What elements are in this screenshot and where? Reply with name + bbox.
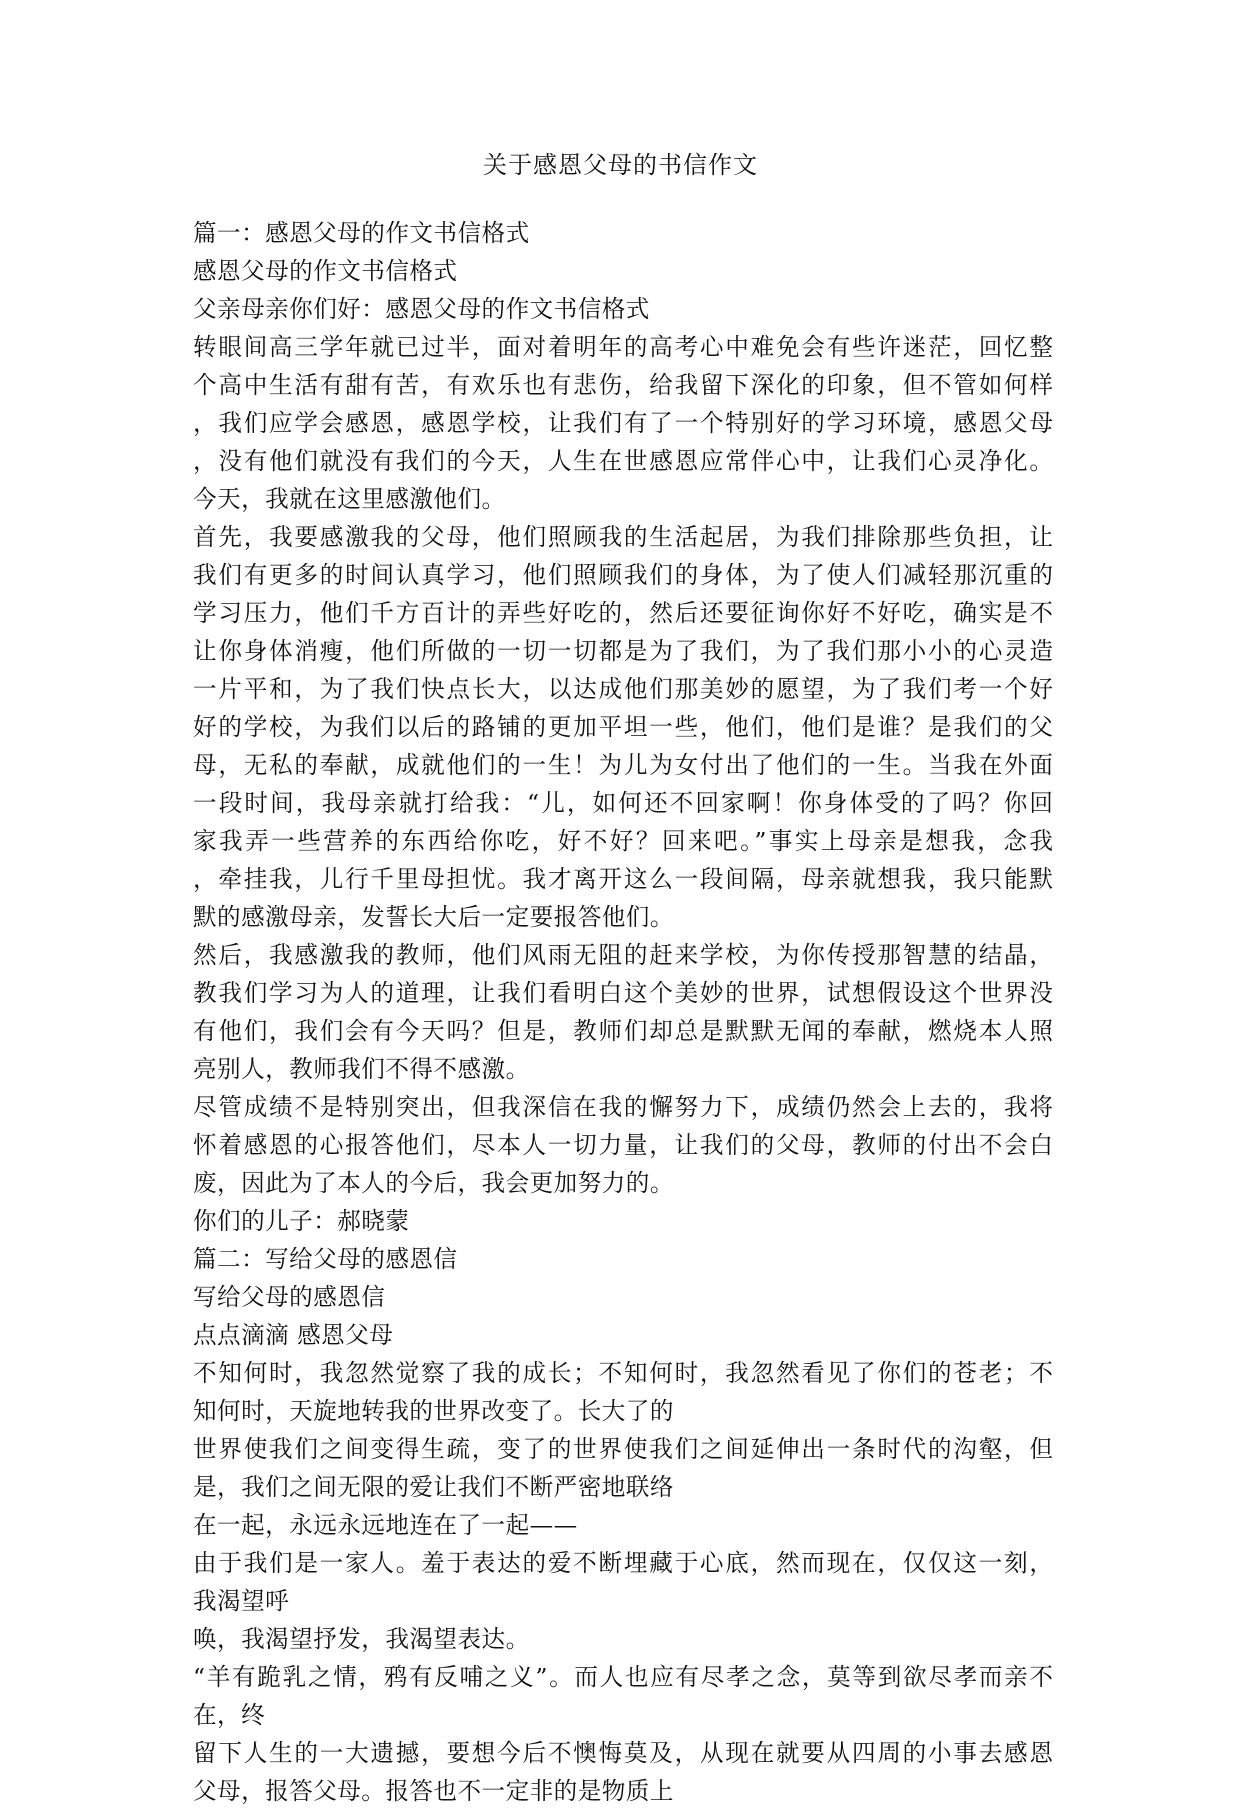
- paragraph: [193, 1506, 1053, 1544]
- paragraph-line: 点点滴滴 感恩父母: [193, 1321, 394, 1349]
- paragraph-line: 知何时，天旋地转我的世界改变了。长大了的: [193, 1397, 674, 1425]
- paragraph: [193, 1620, 1053, 1658]
- paragraph-line: 尽管成绩不是特别突出，但我深信在我的懈努力下，成绩仍然会上去的，我将: [193, 1093, 1053, 1121]
- paragraph: [193, 1544, 1053, 1620]
- paragraph-line: 好的学校，为我们以后的路铺的更加平坦一些，他们，他们是谁？是我们的父: [193, 713, 1053, 741]
- paragraph-line: 是，我们之间无限的爱让我们不断严密地联络: [193, 1473, 674, 1501]
- paragraph: [193, 1658, 1053, 1734]
- paragraph-line: 一片平和，为了我们快点长大，以达成他们那美妙的愿望，为了我们考一个好: [193, 675, 1053, 703]
- paragraph-line: 父亲母亲你们好：感恩父母的作文书信格式: [193, 295, 650, 323]
- paragraph-line: 篇二：写给父母的感恩信: [193, 1245, 458, 1273]
- paragraph-line: 世界使我们之间变得生疏，变了的世界使我们之间延伸出一条时代的沟壑，但: [193, 1435, 1053, 1463]
- paragraph: [193, 1354, 1053, 1430]
- paragraph-line: 有他们，我们会有今天吗？但是，教师们却总是默默无闻的奉献，燃烧本人照: [193, 1017, 1053, 1045]
- paragraph-line: 由于我们是一家人。羞于表达的爱不断埋藏于心底，然而现在，仅仅这一刻，: [193, 1549, 1053, 1577]
- paragraph-line: 今天，我就在这里感激他们。: [193, 485, 506, 513]
- paragraph: [193, 1316, 1053, 1354]
- paragraph-line: 怀着感恩的心报答他们，尽本人一切力量，让我们的父母，教师的付出不会白: [193, 1131, 1053, 1159]
- paragraph-line: 首先，我要感激我的父母，他们照顾我的生活起居，为我们排除那些负担，让: [193, 523, 1053, 551]
- paragraph-line: 感恩父母的作文书信格式: [193, 257, 458, 285]
- paragraph-line: 在，终: [193, 1701, 266, 1729]
- paragraph-line: ，我们应学会感恩，感恩学校，让我们有了一个特别好的学习环境，感恩父母: [193, 409, 1053, 437]
- paragraph-line: 默的感激母亲，发誓长大后一定要报答他们。: [193, 903, 674, 931]
- paragraph-line: 你们的儿子：郝晓蒙: [193, 1207, 410, 1235]
- paragraph: [193, 1202, 1053, 1240]
- paragraph: [193, 1240, 1053, 1278]
- paragraph-line: 家我弄一些营养的东西给你吃，好不好？回来吧。”事实上母亲是想我，念我: [193, 827, 1053, 855]
- paragraph-line: ，没有他们就没有我们的今天，人生在世感恩应常伴心中，让我们心灵净化。: [193, 447, 1053, 475]
- paragraph-line: 转眼间高三学年就已过半，面对着明年的高考心中难免会有些许迷茫，回忆整: [193, 333, 1053, 361]
- paragraph-line: 我们有更多的时间认真学习，他们照顾我们的身体，为了使人们减轻那沉重的: [193, 561, 1053, 589]
- paragraph: [193, 518, 1053, 936]
- paragraph-line: 废，因此为了本人的今后，我会更加努力的。: [193, 1169, 674, 1197]
- paragraph: [193, 252, 1053, 290]
- document-body: [193, 214, 1053, 1810]
- paragraph-line: “羊有跪乳之情，鸦有反哺之义”。而人也应有尽孝之念，莫等到欲尽孝而亲不: [193, 1663, 1053, 1691]
- paragraph-line: 写给父母的感恩信: [193, 1283, 386, 1311]
- paragraph-line: 让你身体消瘦，他们所做的一切一切都是为了我们，为了我们那小小的心灵造: [193, 637, 1053, 665]
- paragraph: [193, 328, 1053, 518]
- paragraph-line: 留下人生的一大遗撼，要想今后不懊悔莫及，从现在就要从四周的小事去感恩: [193, 1739, 1053, 1767]
- paragraph: [193, 1278, 1053, 1316]
- paragraph-line: 一段时间，我母亲就打给我：“儿，如何还不回家啊！你身体受的了吗？你回: [193, 789, 1053, 817]
- paragraph-line: 亮别人，教师我们不得不感激。: [193, 1055, 530, 1083]
- paragraph-line: 不知何时，我忽然觉察了我的成长；不知何时，我忽然看见了你们的苍老；不: [193, 1359, 1053, 1387]
- paragraph-line: ，牵挂我，儿行千里母担忧。我才离开这么一段间隔，母亲就想我，我只能默: [193, 865, 1053, 893]
- paragraph: [193, 1430, 1053, 1506]
- paragraph-line: 父母，报答父母。报答也不一定非的是物质上: [193, 1777, 674, 1805]
- paragraph-line: 我渴望呼: [193, 1587, 290, 1615]
- paragraph-line: 篇一：感恩父母的作文书信格式: [193, 219, 530, 247]
- paragraph: [193, 936, 1053, 1088]
- paragraph-line: 教我们学习为人的道理，让我们看明白这个美妙的世界，试想假设这个世界没: [193, 979, 1053, 1007]
- paragraph-line: 然后，我感激我的教师，他们风雨无阻的赶来学校，为你传授那智慧的结晶，: [193, 941, 1053, 969]
- paragraph: [193, 290, 1053, 328]
- document-title: 关于感恩父母的书信作文: [483, 151, 758, 179]
- paragraph-line: 学习压力，他们千方百计的弄些好吃的，然后还要征询你好不好吃，确实是不: [193, 599, 1053, 627]
- paragraph: [193, 1734, 1053, 1810]
- paragraph-line: 唤，我渴望抒发，我渴望表达。: [193, 1625, 530, 1653]
- paragraph: [193, 214, 1053, 252]
- paragraph-line: 在一起，永远永远地连在了一起——: [193, 1511, 578, 1539]
- paragraph-line: 个高中生活有甜有苦，有欢乐也有悲伤，给我留下深化的印象，但不管如何样: [193, 371, 1053, 399]
- paragraph-line: 母，无私的奉献，成就他们的一生！为儿为女付出了他们的一生。当我在外面: [193, 751, 1053, 779]
- paragraph: [193, 1088, 1053, 1202]
